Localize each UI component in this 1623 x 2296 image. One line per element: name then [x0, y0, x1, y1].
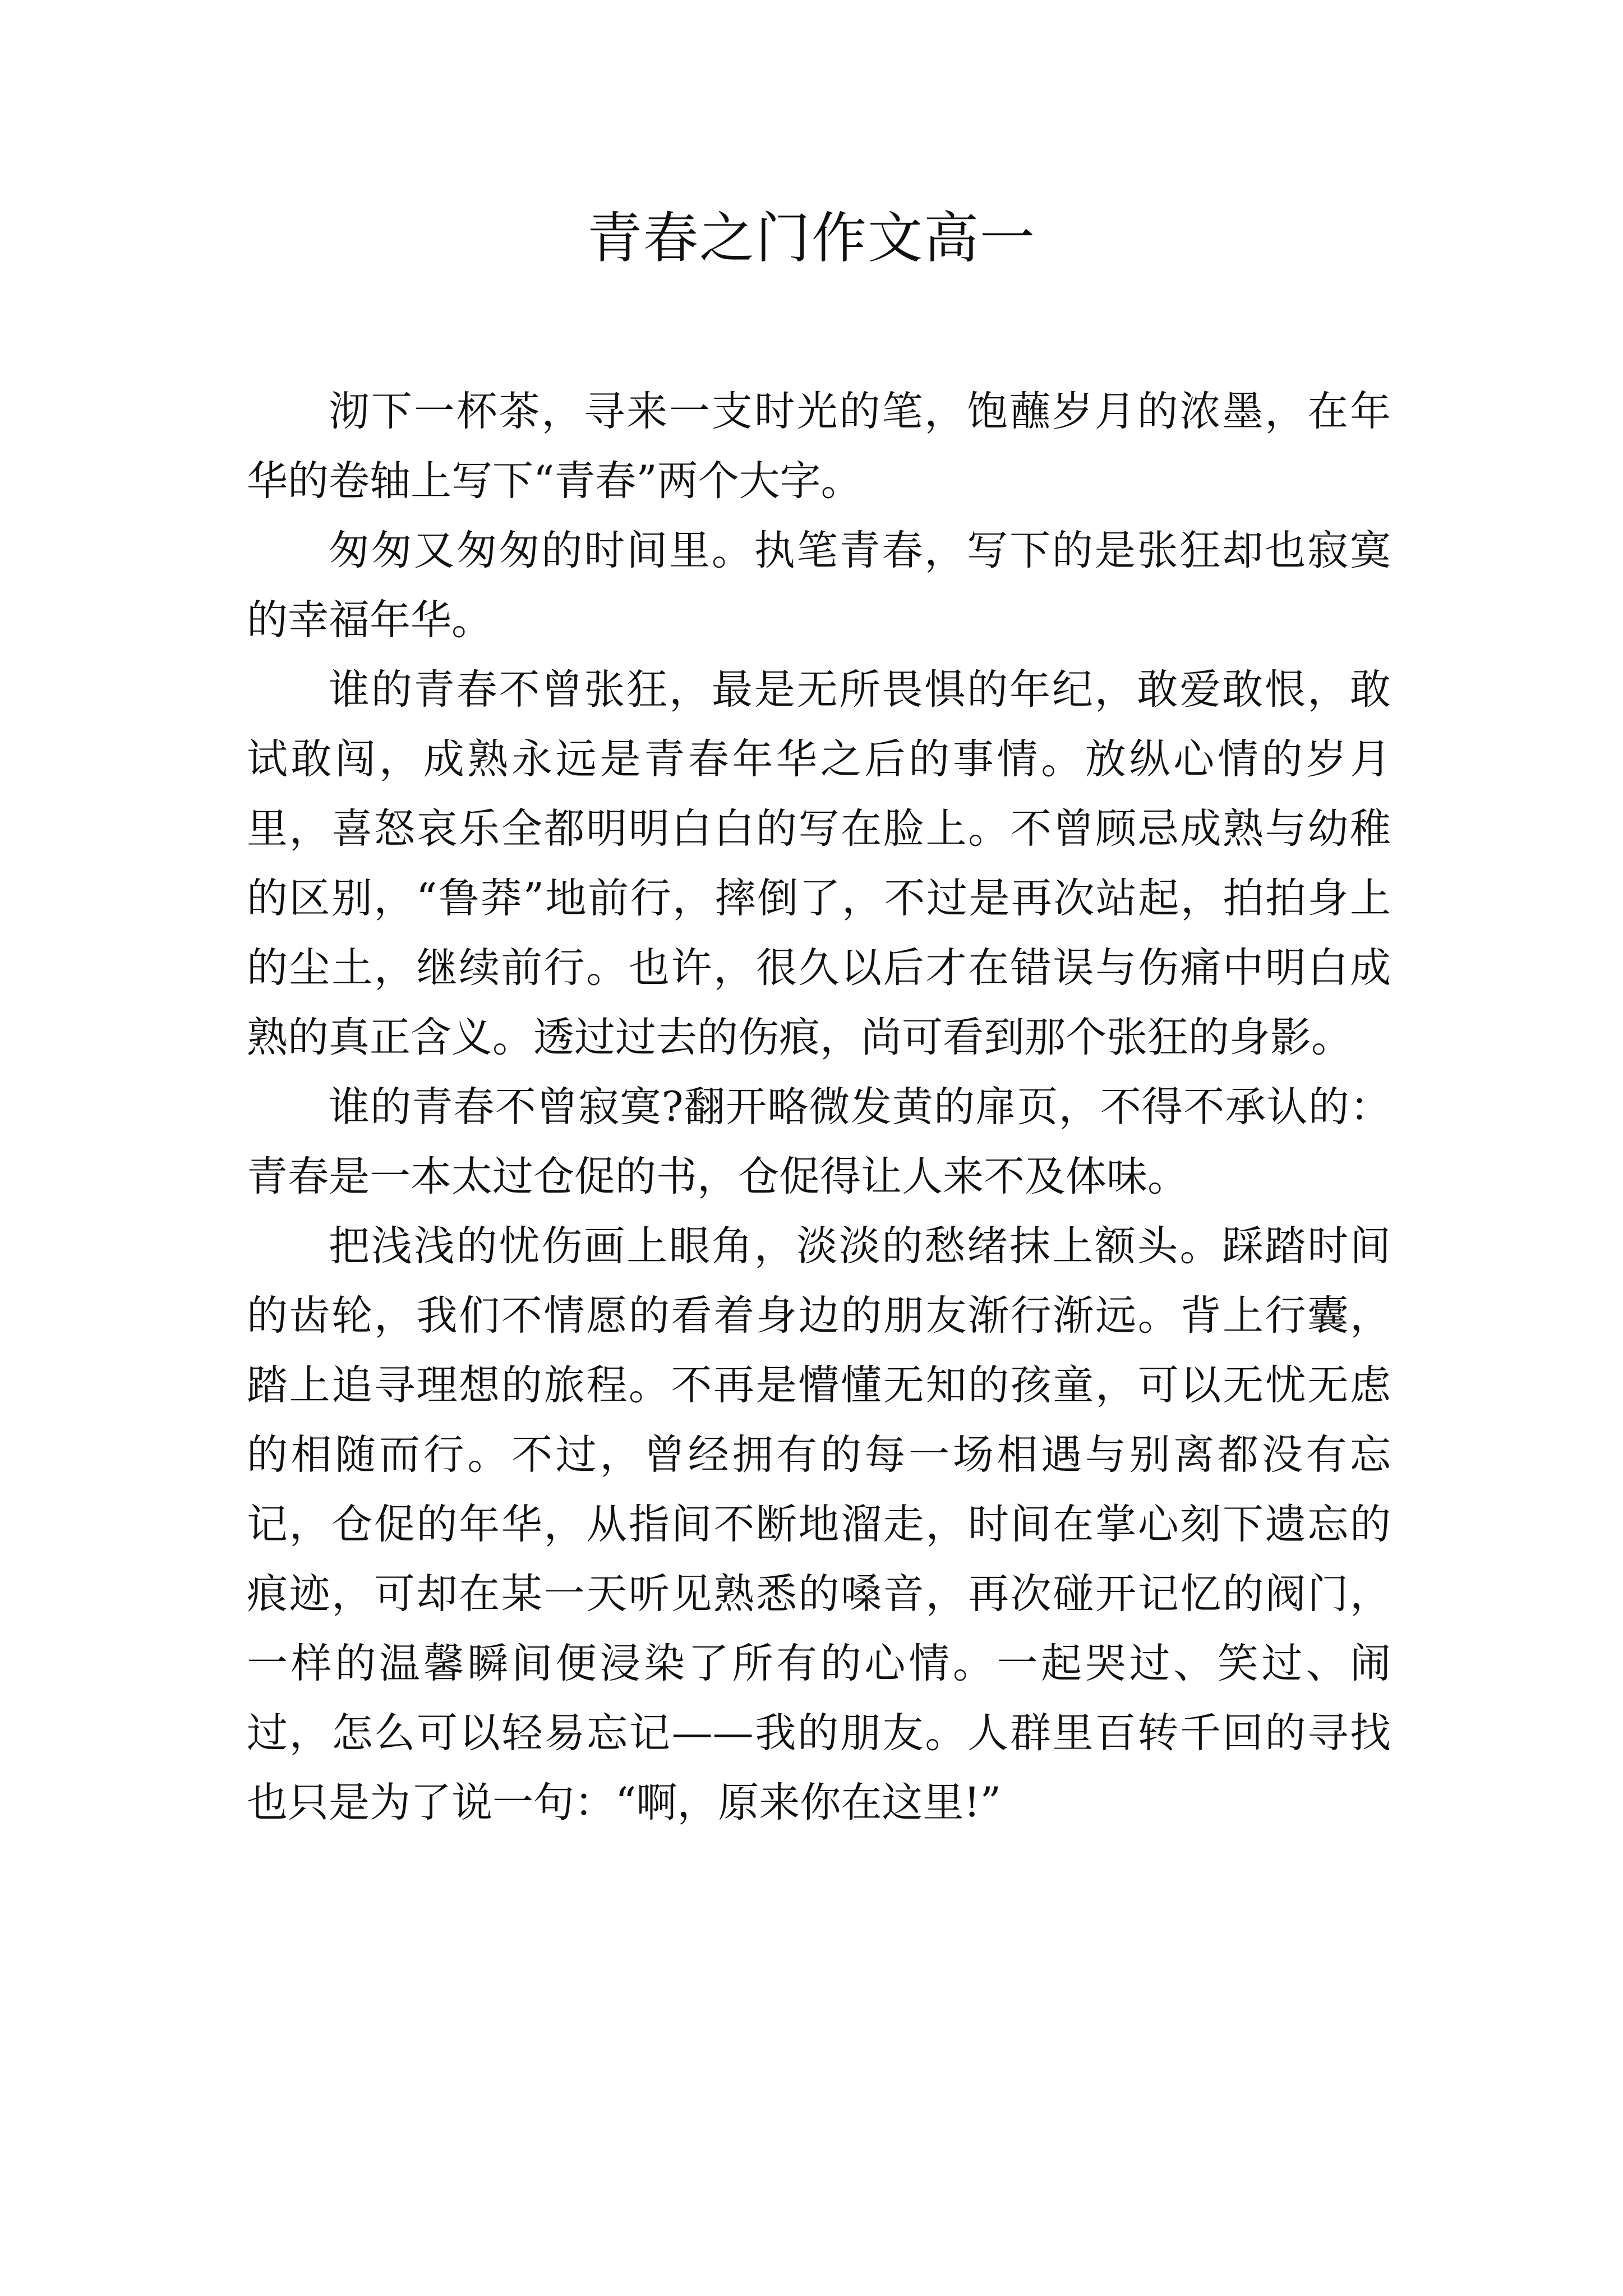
- document-title: 青春之门作文高一: [587, 206, 1036, 270]
- paragraph: 把浅浅的忧伤画上眼角，淡淡的愁绪抹上额头。踩踏时间的齿轮，我们不情愿的看着身边的朋友渐行渐远。背上行囊，踏上追寻理想的旅程。不再是懵懂无知的孩童，可以无忧无虑的相随而行。不过，曾经拥有的每一场相遇与别离都没有忘记，仓促的年华，从指间不断地溜走，时间在掌心刻下遗忘的痕迹，可却在某一天听见熟悉的嗓音，再次碰开记忆的阀门，一样的温馨瞬间便浸染了所有的心情。一起哭过、笑过、闹过，怎么可以轻易忘记——我的朋友。人群里百转千回的寻找也只是为了说一句：“啊，原来你在这里!”: [247, 1222, 1391, 1826]
- paragraph: 沏下一杯茶，寻来一支时光的笔，饱蘸岁月的浓墨，在年华的卷轴上写下“青春”两个大字。: [247, 388, 1391, 505]
- paragraph: 谁的青春不曾张狂，最是无所畏惧的年纪，敢爱敢恨，敢试敢闯，成熟永远是青春年华之后的事情。放纵心情的岁月里，喜怒哀乐全都明明白白的写在脸上。不曾顾忌成熟与幼稚的区别，“鲁莽”地前行，摔倒了，不过是再次站起，拍拍身上的尘土，继续前行。也许，很久以后才在错误与伤痛中明白成熟的真正含义。透过过去的伤痕，尚可看到那个张狂的身影。: [247, 666, 1391, 1061]
- paragraph: 谁的青春不曾寂寞?翻开略微发黄的扉页，不得不承认的：青春是一本太过仓促的书，仓促得让人来不及体味。: [247, 1083, 1391, 1200]
- paragraph: 匆匆又匆匆的时间里。执笔青春，写下的是张狂却也寂寞的幸福年华。: [247, 527, 1391, 644]
- document-body: [247, 377, 1391, 1838]
